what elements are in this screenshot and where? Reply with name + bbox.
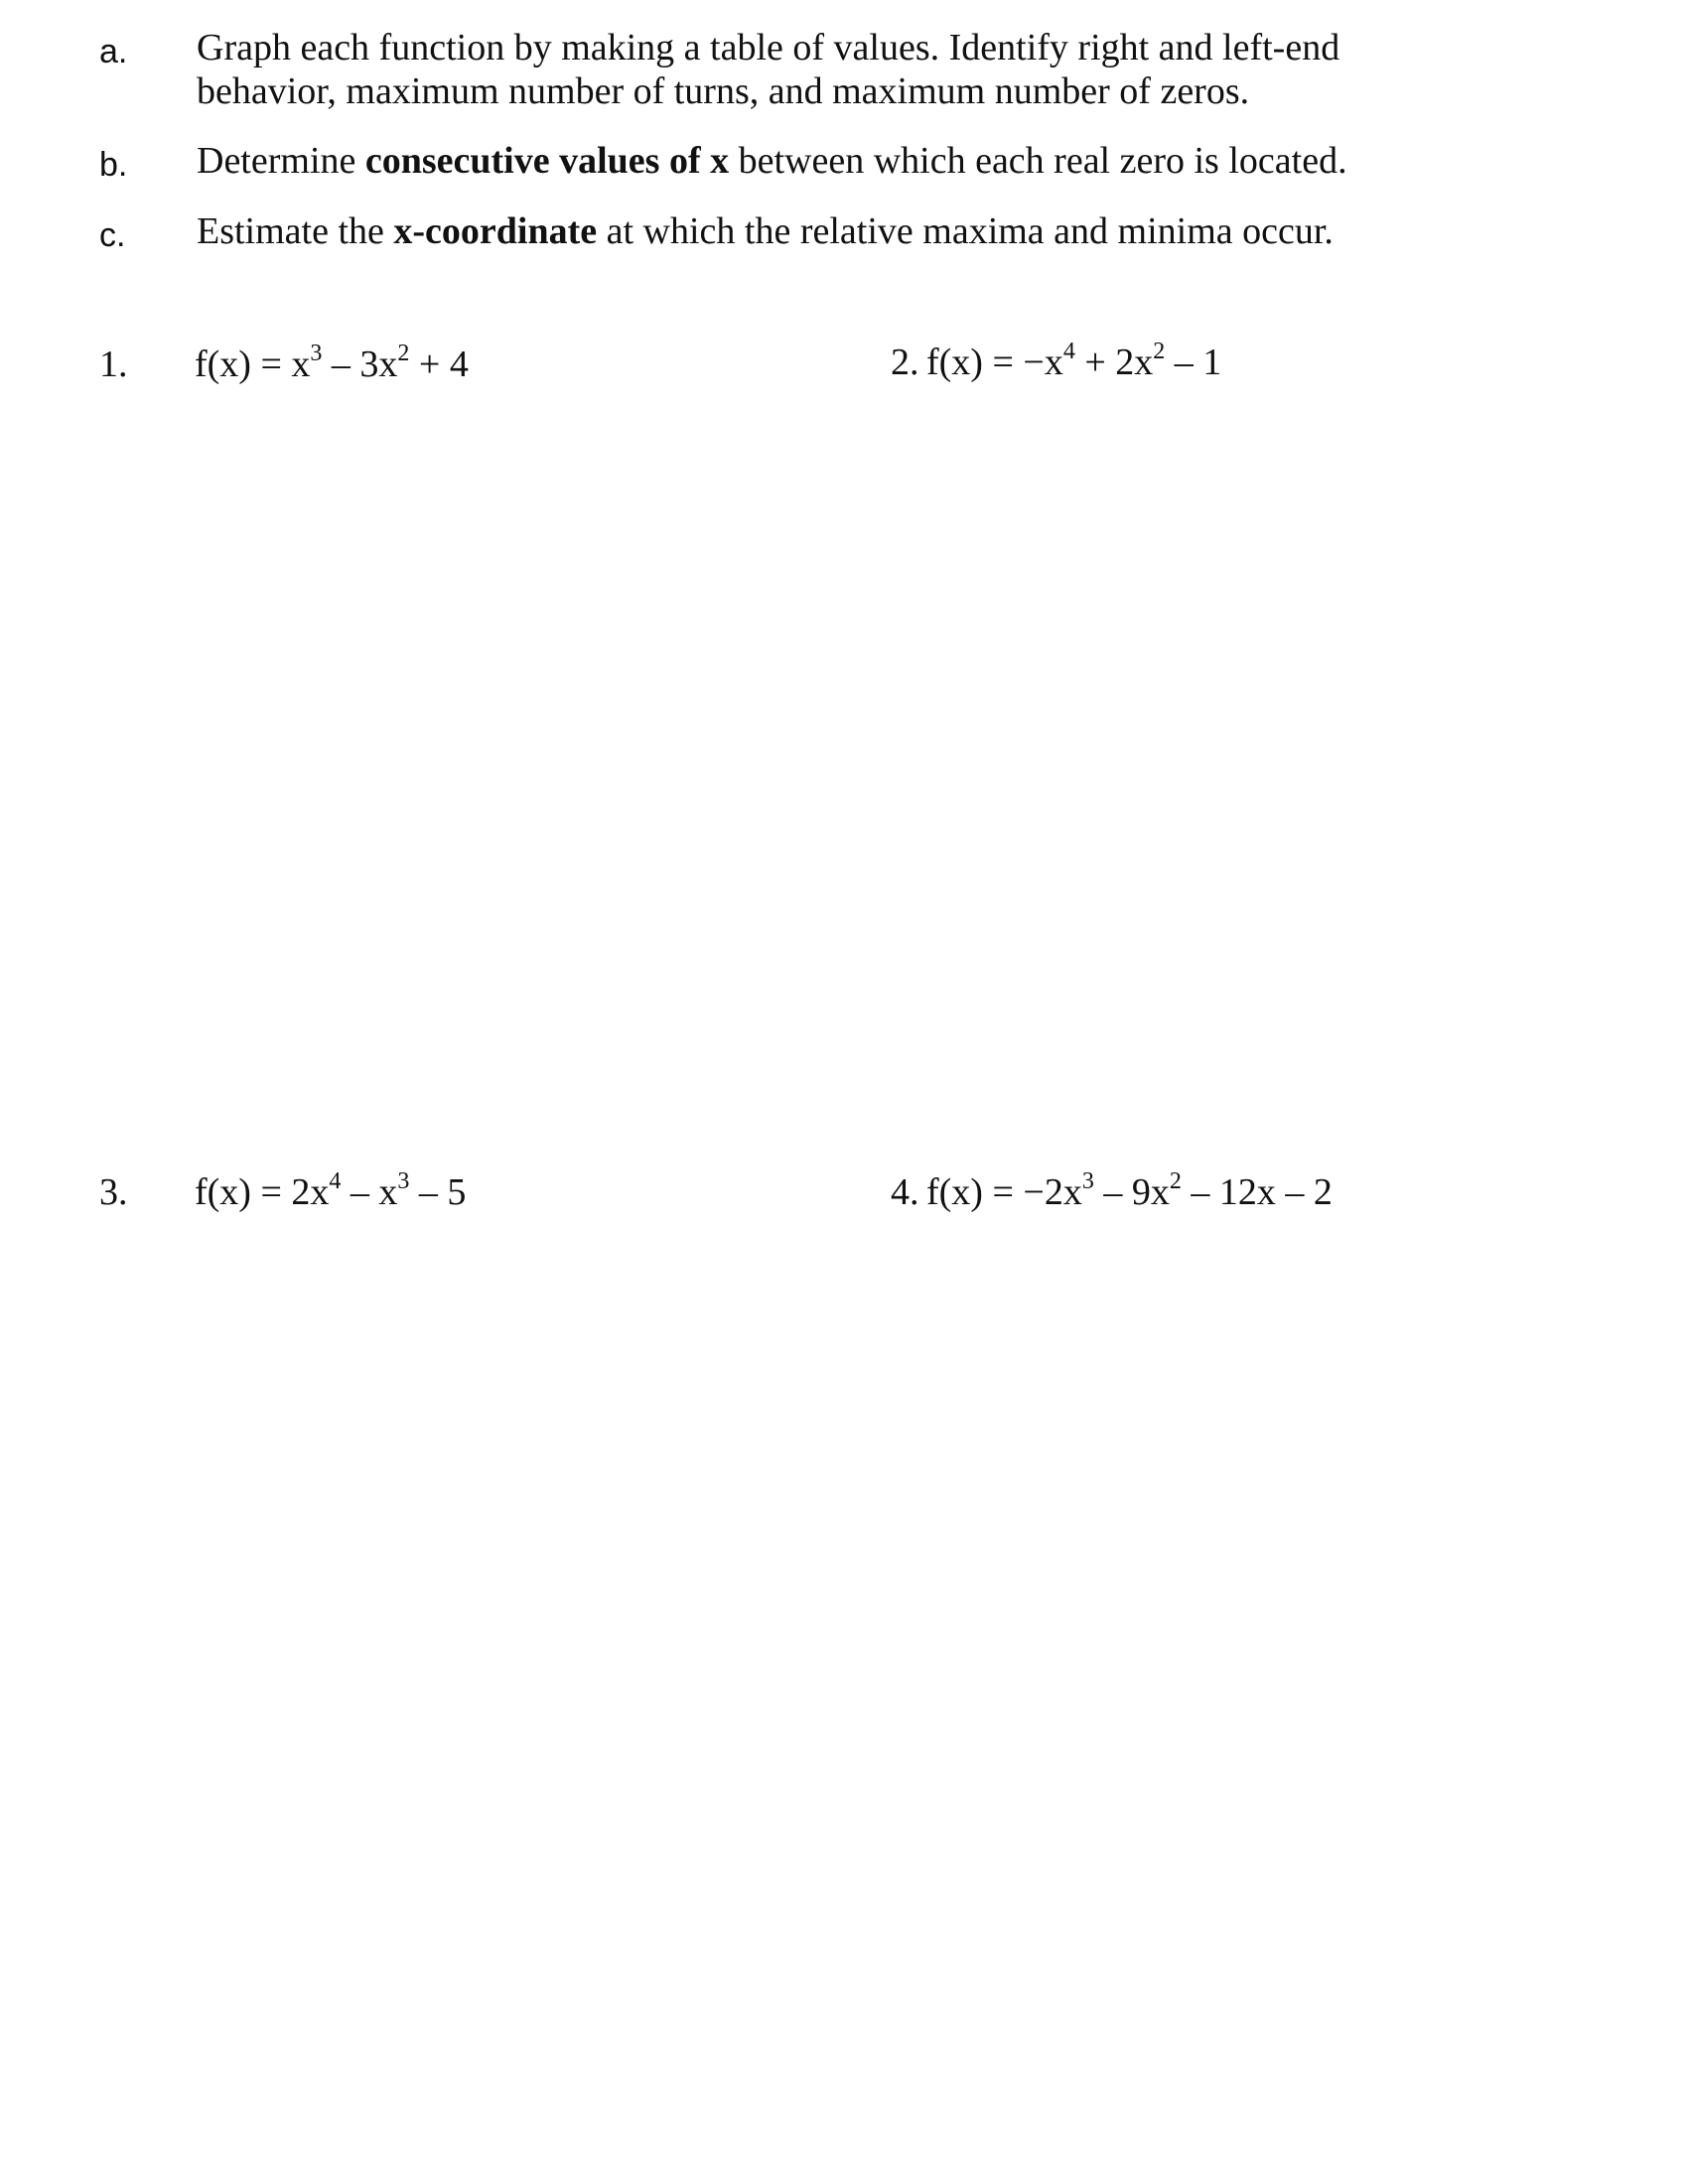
problem-equation [195,1169,466,1215]
equation-term: f(x) = x [195,343,311,385]
text-run: between which each real zero is located. [729,140,1347,182]
equation-term: f(x) = 2x [195,1171,330,1213]
text-run: Determine [197,140,365,182]
instruction-letter: b. [99,146,128,184]
problem-equation [195,341,469,387]
equation-term: – 12x – 2 [1181,1171,1333,1213]
problem-number: 4. [891,1171,919,1213]
instruction-letter: a. [99,33,128,70]
problem-number: 3. [99,1171,128,1213]
exponent: 3 [1081,1168,1094,1195]
exponent: 2 [397,341,410,367]
text-run: Graph each function by making a table of values. Identify right and left-end behavior, maximum number of turns, and maximum number of zeros. [197,27,1340,112]
equation-term: – 5 [409,1171,467,1213]
text-run: at which the relative maxima and minima occur. [597,210,1334,252]
equation-term: – 9x [1093,1171,1170,1213]
bold-phrase: consecutive values of x [364,140,730,182]
exponent: 2 [1169,1168,1182,1195]
problem-equation [926,340,1221,385]
equation-term: f(x) = −2x [926,1171,1082,1213]
bold-phrase: x-coordinate [393,210,598,252]
problem-number: 1. [99,343,128,385]
instruction-text [197,209,1428,253]
equation-term: + 4 [409,343,469,385]
problem-equation [926,1169,1333,1215]
exponent: 3 [397,1168,410,1195]
equation-term: f(x) = −x [926,341,1063,383]
equation-term: – 3x [322,343,398,385]
problem-number: 2. [891,341,919,383]
exponent: 2 [1153,339,1166,365]
text-run: Estimate the [197,210,394,252]
instruction-text [197,139,1428,183]
equation-term: – x [341,1171,398,1213]
equation-term: – 1 [1165,341,1222,383]
equation-term: + 2x [1074,341,1154,383]
instruction-letter: c. [99,216,126,254]
exponent: 4 [1062,339,1075,365]
instruction-text [197,26,1428,113]
exponent: 4 [329,1168,342,1195]
exponent: 3 [310,341,323,367]
